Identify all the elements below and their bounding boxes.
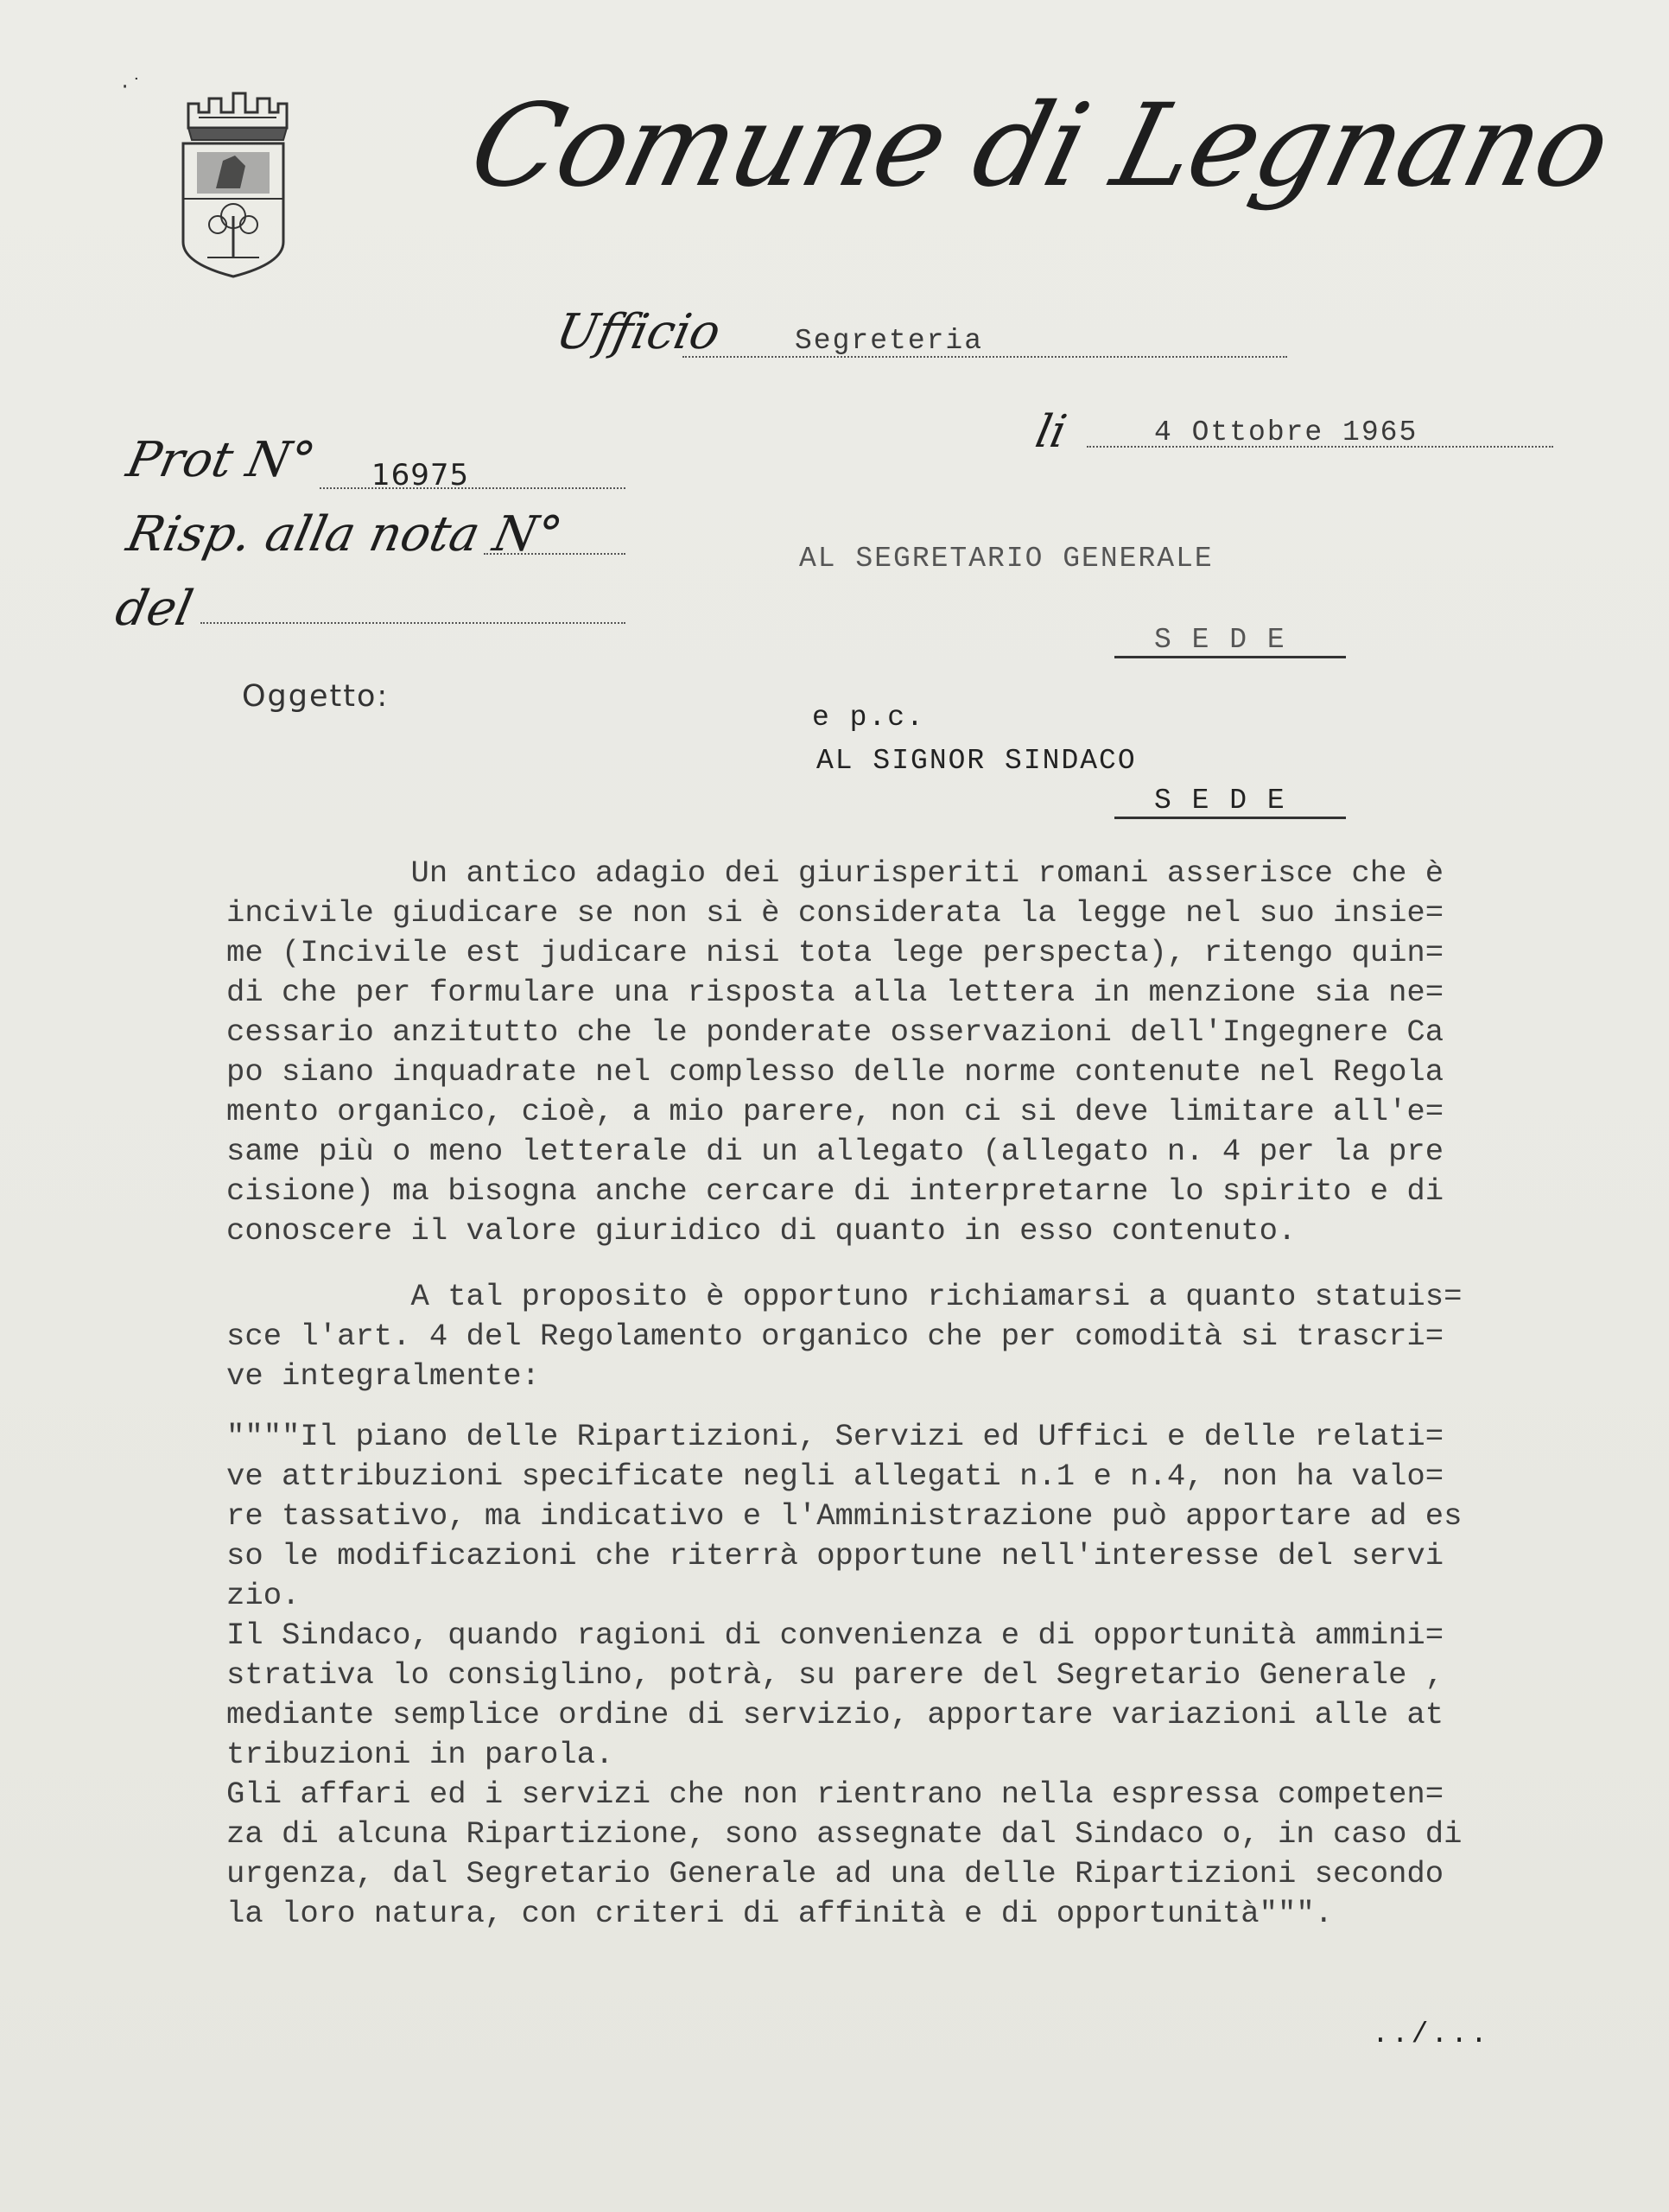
del-dotted-line bbox=[200, 622, 625, 624]
ufficio-value: Segreteria bbox=[795, 325, 984, 357]
pc-label: e p.c. bbox=[812, 702, 925, 734]
risp-dotted-line bbox=[484, 553, 625, 555]
prot-label: Prot N° bbox=[122, 432, 320, 488]
page-title: Comune di Legnano bbox=[458, 79, 1622, 213]
prot-dotted-line bbox=[320, 487, 625, 489]
continuation-mark: ../... bbox=[1372, 2018, 1490, 2050]
body-paragraph-3: """"Il piano delle Ripartizioni, Servizi ed Uffici e delle relati= ve attribuzioni specificate negli allegati n.1 e n.4, non ha valo= re tassativo, ma indicativo e l'Amministrazione può apportare ad es so le modificazioni che riterrà opportune nell'interesse del servi zio. Il Sindaco, quando ragioni di convenienza e di opportunità ammini= strativa lo consiglino, potrà, su parere del Segretario Generale , mediante semplice ordine di servizio, apportare variazioni alle at tribuzioni in parola. Gli affari ed i servizi che non rientrano nella espressa competen= za di alcuna Ripartizione, sono assegnate dal Sindaco o, in caso di urgenza, dal Segretario Generale ad una delle Ripartizioni secondo la loro natura, con criteri di affinità e di opportunità""". bbox=[226, 1419, 1463, 1931]
ufficio-label: Ufficio bbox=[551, 304, 726, 360]
del-label: del bbox=[111, 581, 198, 637]
body-paragraph-2: A tal proposito è opportuno richiamarsi a quanto statuis= sce l'art. 4 del Regolamento organico che per comodità si trascri= ve integralmente: bbox=[226, 1279, 1463, 1394]
risp-label: Risp. alla nota N° bbox=[122, 506, 568, 563]
recipient-1: AL SEGRETARIO GENERALE bbox=[799, 543, 1214, 575]
date-value: 4 Ottobre 1965 bbox=[1154, 416, 1418, 448]
date-label: li bbox=[1031, 406, 1071, 458]
body-paragraph-1: Un antico adagio dei giurisperiti romani asserisce che è incivile giudicare se non si è considerata la legge nel suo insie= me (Incivile est judicare nisi tota lege perspecta), ritengo quin= di che per formulare una risposta alla lettera in menzione sia ne= cessario anzitutto che le ponderate osservazioni dell'Ingegnere Ca po siano inquadrate nel complesso delle norme contenute nel Regola mento organico, cioè, a mio parere, non ci si deve limitare all'e= same più o meno letterale di un allegato (allegato n. 4 per la pre cisione) ma bisogna anche cercare di interpretarne lo spirito e di conoscere il valore giuridico di quanto in esso contenuto. bbox=[226, 855, 1444, 1249]
corner-mark: ·˙ bbox=[119, 76, 143, 98]
recipient-2: AL SIGNOR SINDACO bbox=[816, 745, 1137, 777]
prot-value: 16975 bbox=[371, 458, 470, 493]
coat-of-arms-icon bbox=[173, 86, 294, 285]
recipient-1-sede: S E D E bbox=[1114, 624, 1346, 658]
oggetto-label: Oggetto: bbox=[242, 679, 390, 714]
ufficio-dotted-line bbox=[682, 356, 1287, 358]
recipient-2-sede: S E D E bbox=[1114, 785, 1346, 819]
